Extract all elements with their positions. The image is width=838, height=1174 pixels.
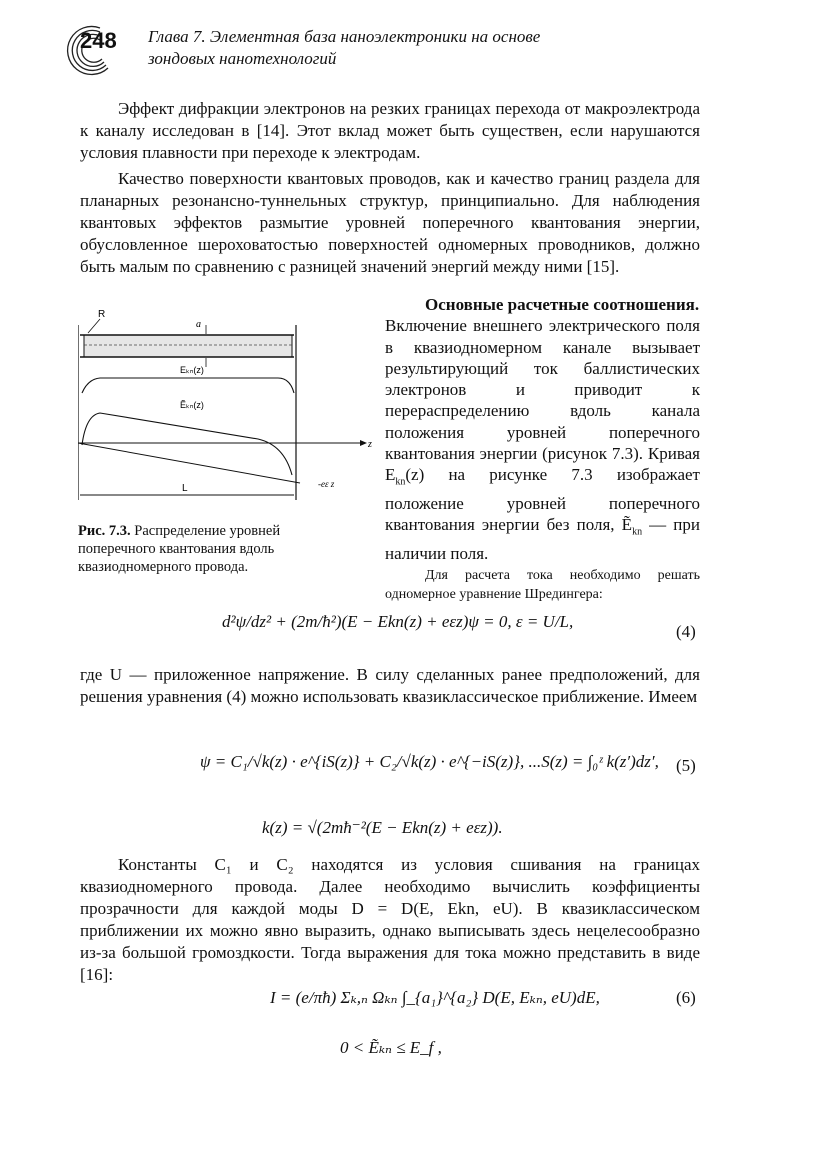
paragraph-1-text: Эффект дифракции электронов на резких границах перехода от макроэлектрода к каналу исследован в [14]. Этот вклад может быть существен, если нарушаются условия плавности при переходе к электродам.: [80, 99, 700, 162]
caption-text: Распределение уровней поперечного квантования вдоль квазиодномерного провода.: [78, 523, 281, 575]
right-text-c: — при наличии поля.: [385, 515, 700, 564]
equation-5-number: (5): [676, 756, 696, 775]
label-L: L: [182, 483, 188, 494]
paragraph-where: [80, 664, 700, 708]
page-number: 248: [80, 28, 117, 53]
equation-5b: k(z) = √(2mħ⁻²(E − Ekn(z) + eεz)).: [262, 818, 503, 837]
label-a: a: [196, 319, 201, 330]
equation-5: ψ = C₁/√k(z) · e^{iS(z)} + C₂/√k(z) · e^{−iS(z)}, ...S(z) = ∫₀ᶻ k(z′)dz′,: [200, 752, 659, 771]
schrodinger-intro: Для расчета тока необходимо решать одномерное уравнение Шредингера:: [385, 568, 700, 603]
caption-label: Рис. 7.3.: [78, 523, 131, 539]
subscript-kn-1: kn: [395, 476, 406, 488]
figure-7-3: [78, 305, 378, 515]
right-column: [385, 294, 700, 604]
paragraph-2: [80, 168, 700, 278]
section-heading: Основные расчетные соотношения.: [425, 295, 700, 314]
equation-4: d²ψ/dz² + (2m/ħ²)(E − Ekn(z) + eεz)ψ = 0, ε = U/L,: [222, 612, 574, 631]
right-text-b: (z) на рисунке 7.3 изображает положение уровней поперечного квантования энергии без поля, Ẽ: [385, 465, 700, 535]
label-Ekn: Eₖₙ(z): [180, 365, 204, 375]
constants-text: Константы C₁ и C₂ находятся из условия сшивания на границах квазиодномерного провода. Далее необходимо вычислить коэффициенты прозрачности для каждой моды D = D(E, Ekn, eU). В квазиклассическом приближении их можно явно выразить, однако выписывать здесь нецелесообразно из-за большой громоздкости. Тогда выражения для тока можно представить в виде [16]:: [80, 855, 700, 984]
equation-6b: 0 < Ẽₖₙ ≤ E_f ,: [340, 1038, 442, 1057]
equation-6: I = (e/πħ) Σₖ,ₙ Ωₖₙ ∫_{a₁}^{a₂} D(E, Eₖₙ, eU)dE,: [270, 988, 600, 1007]
right-text-a: Включение внешнего электрического поля в квазиодномерном канале вызывает результирующий ток баллистических электронов и приводит к перераспределению вдоль канала положения уровней поперечного квантования энергии (рисунок 7.3). Кривая E: [385, 316, 700, 485]
label-eez: -eε z: [318, 479, 335, 489]
where-text: где U — приложенное напряжение. В силу сделанных ранее предположений, для решения уравнения (4) можно использовать квазиклассическое приближение. Имеем: [80, 665, 700, 706]
label-R: R: [98, 309, 106, 320]
figure-caption: [78, 522, 358, 576]
running-header-line2: зондовых нанотехнологий: [148, 49, 337, 68]
equation-4-number: (4): [676, 622, 696, 641]
paragraph-1: [80, 98, 700, 164]
running-header-line1: Глава 7. Элементная база наноэлектроники на основе: [148, 27, 541, 46]
equation-6-number: (6): [676, 988, 696, 1007]
paragraph-2-text: Качество поверхности квантовых проводов, как и качество границ раздела для планарных резонансно-туннельных структур, принципиально. Для наблюдения квантовых эффектов размытие уровней поперечного квантования энергии, обусловленное шероховатостью поверхностей одномерных проводников, должно быть малым по сравнению с разницей значений энергий между ними [15].: [80, 169, 700, 276]
paragraph-constants: [80, 854, 700, 986]
running-header: [148, 26, 608, 70]
label-z: z: [368, 439, 372, 450]
label-Ekn-tilde: Ẽₖₙ(z): [180, 400, 204, 410]
subscript-kn-2: kn: [632, 526, 643, 538]
right-column-text: [385, 315, 700, 564]
